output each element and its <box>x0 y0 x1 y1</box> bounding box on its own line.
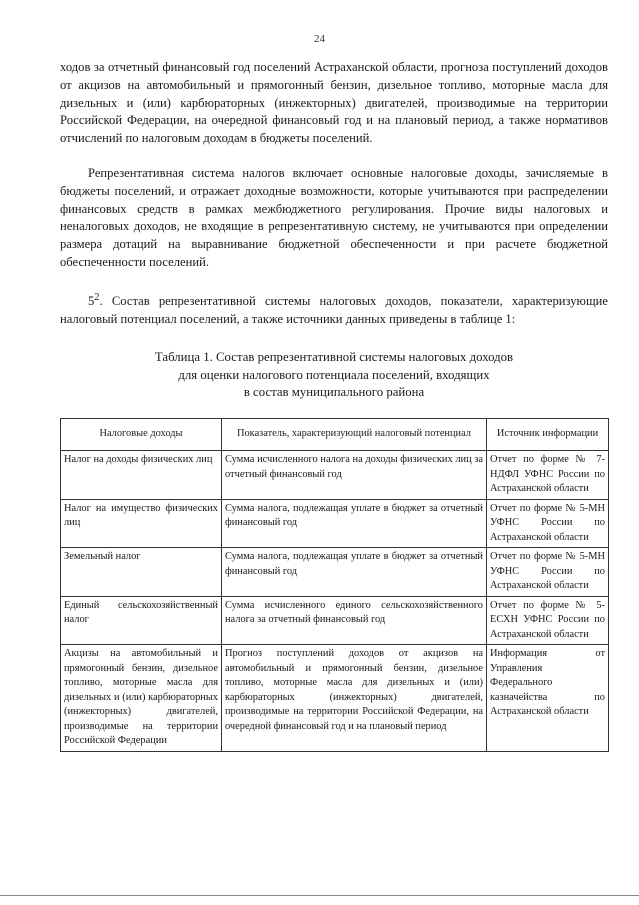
clause-superscript: 2 <box>94 292 100 303</box>
cell-indicator: Сумма исчисленного единого сельскохозяйственного налога за отчетный финансовый год <box>222 596 487 645</box>
cell-source: Отчет по форме № 5-МН УФНС России по Астраханской области <box>487 548 609 597</box>
table-row <box>61 451 609 500</box>
cell-indicator: Прогноз поступлений доходов от акцизов на автомобильный и прямогонный бензин, дизельное топливо, моторные масла для дизельных и (или) карбюраторных (инжекторных) двигателей, производимые на территории Российской Федерации, на очередной финансовый год и на плановый период <box>222 645 487 752</box>
table-row <box>61 596 609 645</box>
table-caption <box>60 349 608 402</box>
cell-tax-name: Земельный налог <box>61 548 222 597</box>
cell-tax-name: Акцизы на автомобильный и прямогонный бензин, дизельное топливо, моторные масла для дизельных и (или) карбюраторных (инжекторных) двигателей, производимые на территории Российской Федерации <box>61 645 222 752</box>
clause-text: . Состав репрезентативной системы налоговых доходов, показатели, характеризующие налоговый потенциал поселений, а также источники данных приведены в таблице 1: <box>60 294 608 326</box>
header-source: Источник информации <box>487 419 609 451</box>
paragraph-representative-system: Репрезентативная система налогов включает основные налоговые доходы, зачисляемые в бюджеты поселений, и отражает доходные возможности, которые учитываются при распределении финансовых средств в рамках межбюджетного регулирования. Прочие виды налоговых и неналоговых доходов, не входящие в репрезентативную систему, не учитываются при определении размера дотаций на выравнивание бюджетной обеспеченности и при расчете бюджетной обеспеченности поселений. <box>60 166 608 269</box>
cell-indicator: Сумма исчисленного налога на доходы физических лиц за отчетный финансовый год <box>222 451 487 500</box>
cell-source: Информация от Управления Федерального казначейства по Астраханской области <box>487 645 609 752</box>
table-row <box>61 645 609 752</box>
page-bottom-edge <box>0 895 639 896</box>
table-caption-line: в состав муниципального района <box>243 385 425 399</box>
table-caption-line: Таблица 1. Состав репрезентативной системы налоговых доходов <box>154 350 514 364</box>
page-number: 24 <box>314 33 325 45</box>
cell-indicator: Сумма налога, подлежащая уплате в бюджет за отчетный финансовый год <box>222 548 487 597</box>
cell-tax-name: Налог на доходы физических лиц <box>61 451 222 500</box>
cell-tax-name: Единый сельскохозяйственный налог <box>61 596 222 645</box>
table-caption-line: для оценки налогового потенциала поселений, входящих <box>178 367 490 382</box>
header-tax-revenues: Налоговые доходы <box>61 419 222 451</box>
cell-source: Отчет по форме № 5-ЕСХН УФНС России по Астраханской области <box>487 596 609 645</box>
clause-number: 5 <box>88 294 95 309</box>
table-row <box>61 548 609 597</box>
cell-indicator: Сумма налога, подлежащая уплате в бюджет за отчетный финансовый год <box>222 499 487 548</box>
paragraph-continuation: ходов за отчетный финансовый год поселений Астраханской области, прогноза поступлений доходов от акцизов на автомобильный и прямогонный бензин, дизельное топливо, моторные масла для дизельных и (или) карбюраторных (инжекторных) двигателей, производимые на территории Российской Федерации, на очередной финансовый год и на плановый период, а также нормативов отчислений по налоговым доходам в бюджеты поселений. <box>60 60 608 146</box>
table-header-row <box>61 419 609 451</box>
cell-tax-name: Налог на имущество физических лиц <box>61 499 222 548</box>
header-indicator: Показатель, характеризующий налоговый потенциал <box>222 419 487 451</box>
tax-revenue-table <box>60 418 609 752</box>
cell-source: Отчет по форме № 5-МН УФНС России по Астраханской области <box>487 499 609 548</box>
table-row <box>61 499 609 548</box>
paragraph-table-intro <box>60 289 608 329</box>
cell-source: Отчет по форме № 7-НДФЛ УФНС России по Астраханской области <box>487 451 609 500</box>
